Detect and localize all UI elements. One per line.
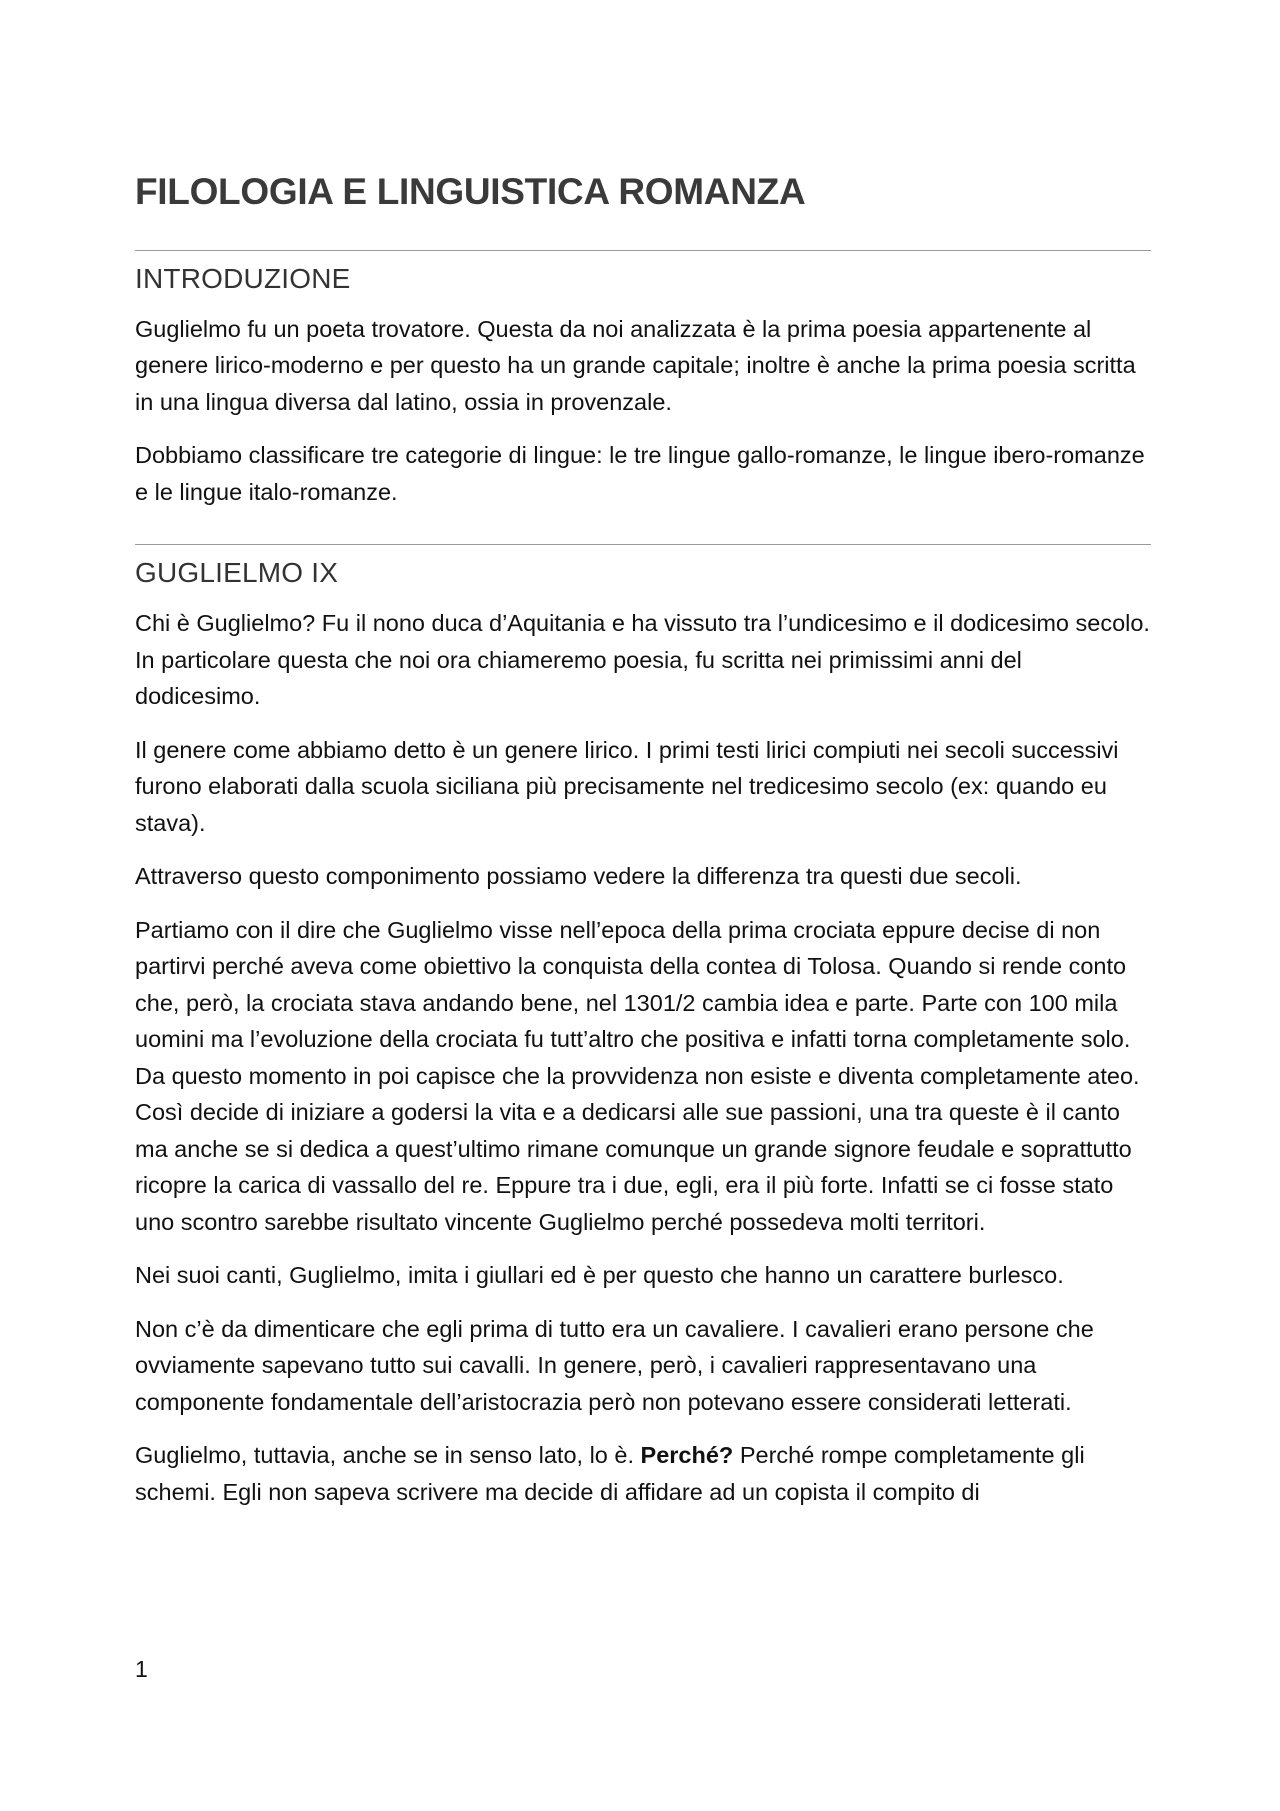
paragraph: Il genere come abbiamo detto è un genere lirico. I primi testi lirici compiuti nei secoli successivi furono elaborati dalla scuola siciliana più precisamente nel tredicesimo secolo (ex: quando eu stava).	[135, 736, 1119, 836]
paragraph: Attraverso questo componimento possiamo vedere la differenza tra questi due secoli.	[135, 863, 1022, 890]
section-divider	[135, 250, 1151, 251]
paragraph-last	[135, 1437, 1151, 1510]
bold-question: Perché?	[640, 1442, 734, 1469]
paragraph: Nei suoi canti, Guglielmo, imita i giullari ed è per questo che hanno un carattere burlesco.	[135, 1262, 1064, 1289]
section-spacer	[135, 527, 1151, 544]
paragraph: Guglielmo fu un poeta trovatore. Questa da noi analizzata è la prima poesia appartenente al genere lirico-moderno e per questo ha un grande capitale; inoltre è anche la prima poesia scritta in una lingua diversa dal latino, ossia in provenzale.	[135, 315, 1136, 415]
page-number: 1	[135, 1656, 148, 1682]
paragraph-text: Guglielmo, tuttavia, anche se in senso lato, lo è.	[135, 1442, 641, 1469]
section-divider	[135, 544, 1151, 545]
section-heading-introduzione: INTRODUZIONE	[135, 263, 351, 295]
paragraph: Non c’è da dimenticare che egli prima di tutto era un cavaliere. I cavalieri erano persone che ovviamente sapevano tutto sui cavalli. In genere, però, i cavalieri rappresentavano una componente fondamentale dell’aristocrazia però non potevano essere considerati letterati.	[135, 1315, 1094, 1415]
paragraph: Dobbiamo classificare tre categorie di lingue: le tre lingue gallo-romanze, le lingue ibero-romanze e le lingue italo-romanze.	[135, 442, 1145, 505]
document-title: FILOLOGIA E LINGUISTICA ROMANZA	[135, 171, 806, 212]
document-page	[135, 170, 1151, 1527]
section-heading-guglielmo-ix: GUGLIELMO IX	[135, 557, 339, 589]
paragraph-text: Perché rompe completamente gli schemi. Egli non sapeva scrivere ma decide di affidare ad un copista il compito di	[135, 1442, 1085, 1505]
paragraph: Chi è Guglielmo? Fu il nono duca d’Aquitania e ha vissuto tra l’undicesimo e il dodicesimo secolo. In particolare questa che noi ora chiameremo poesia, fu scritta nei primissimi anni del dodicesimo.	[135, 610, 1150, 710]
paragraph: Partiamo con il dire che Guglielmo visse nell’epoca della prima crociata eppure decise di non partirvi perché aveva come obiettivo la conquista della contea di Tolosa. Quando si rende conto che, però, la crociata stava andando bene, nel 1301/2 cambia idea e parte. Parte con 100 mila uomini ma l’evoluzione della crociata fu tutt’altro che positiva e infatti torna completamente solo. Da questo momento in poi capisce che la provvidenza non esiste e diventa completamente ateo. Così decide di iniziare a godersi la vita e a dedicarsi alle sue passioni, una tra queste è il canto ma anche se si dedica a quest’ultimo rimane comunque un grande signore feudale e soprattutto ricopre la carica di vassallo del re. Eppure tra i due, egli, era il più forte. Infatti se ci fosse stato uno scontro sarebbe risultato vincente Guglielmo perché possedeva molti territori.	[135, 916, 1140, 1235]
